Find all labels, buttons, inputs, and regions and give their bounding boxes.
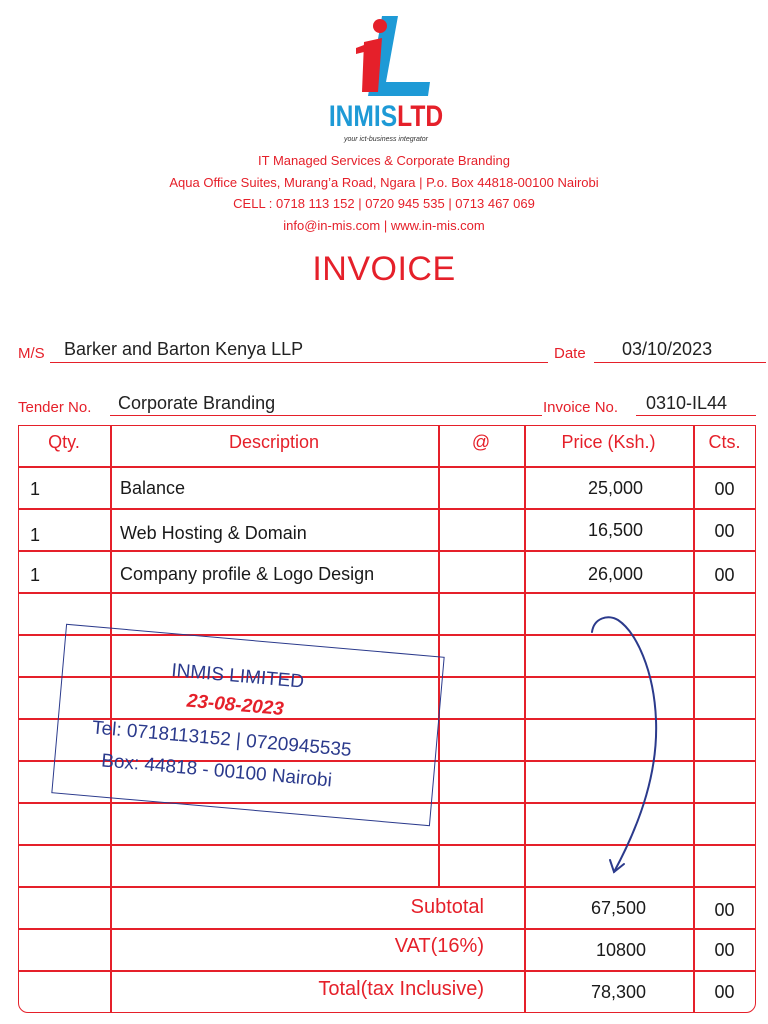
ms-underline <box>50 362 548 363</box>
row-qty: 1 <box>30 565 41 585</box>
row-cts: 00 <box>714 479 735 499</box>
company-logo <box>312 12 460 152</box>
company-stamp <box>51 624 444 826</box>
invoice-value: 0310-IL44 <box>646 393 728 413</box>
header-at: @ <box>471 432 491 452</box>
row-price: 26,000 <box>587 564 643 584</box>
total-value: 78,300 <box>590 982 646 1002</box>
il-logo-icon <box>342 12 432 102</box>
tender-label: Tender No. <box>18 399 92 416</box>
total-label: Total(tax Inclusive) <box>318 978 484 1000</box>
row-divider <box>18 886 756 888</box>
total-cts: 00 <box>714 982 735 1002</box>
row-divider <box>18 970 756 972</box>
header-cts: Cts. <box>708 432 741 452</box>
row-divider <box>18 550 756 552</box>
date-value: 03/10/2023 <box>622 339 713 359</box>
row-cts: 00 <box>714 521 735 541</box>
row-divider <box>18 592 756 594</box>
row-description: Company profile & Logo Design <box>120 564 375 584</box>
document-title: INVOICE <box>312 250 456 288</box>
company-services: IT Managed Services & Corporate Branding <box>258 153 510 168</box>
invoice-underline <box>636 415 756 416</box>
ms-value: Barker and Barton Kenya LLP <box>64 339 304 359</box>
row-description: Web Hosting & Domain <box>120 523 307 543</box>
company-phones: CELL : 0718 113 152 | 0720 945 535 | 0713 467 069 <box>233 196 535 211</box>
header-qty: Qty. <box>48 432 80 452</box>
subtotal-value: 67,500 <box>590 898 646 918</box>
subtotal-label: Subtotal <box>410 896 484 918</box>
row-price: 16,500 <box>587 520 643 540</box>
header-description: Description <box>228 432 320 452</box>
company-address: Aqua Office Suites, Murang’a Road, Ngara | P.o. Box 44818-00100 Nairobi <box>169 174 599 190</box>
row-price: 25,000 <box>587 478 643 498</box>
date-underline <box>594 362 766 363</box>
row-qty: 1 <box>30 479 41 499</box>
stamp-date: 23-08-2023 <box>185 690 285 721</box>
row-cts: 00 <box>714 565 735 585</box>
brand-part2: LTD <box>397 100 444 133</box>
subtotal-cts: 00 <box>714 900 735 920</box>
row-divider <box>18 508 756 510</box>
company-contacts: info@in-mis.com | www.in-mis.com <box>283 217 485 233</box>
date-label: Date <box>554 345 586 362</box>
tender-underline <box>110 415 542 416</box>
invoice-label: Invoice No. <box>543 399 619 416</box>
signature-icon <box>580 610 670 880</box>
row-divider <box>18 928 756 930</box>
header-price: Price (Ksh.) <box>561 432 656 452</box>
vat-value: 10800 <box>595 940 646 960</box>
company-info <box>0 150 768 236</box>
vat-cts: 00 <box>714 940 735 960</box>
stamp-box: Box: 44818 - 00100 Nairobi <box>100 750 333 792</box>
brand-tagline: your ict-business integrator <box>343 136 429 143</box>
brand-name <box>325 100 446 134</box>
stamp-tel: Tel: 0718113152 | 0720945535 <box>91 717 353 762</box>
vat-label: VAT(16%) <box>394 935 484 957</box>
row-divider <box>18 466 756 468</box>
row-description: Balance <box>120 478 186 498</box>
ms-label: M/S <box>18 345 45 362</box>
stamp-name: INMIS LIMITED <box>170 660 305 693</box>
tender-value: Corporate Branding <box>118 393 276 413</box>
row-qty: 1 <box>30 525 41 545</box>
brand-part1: INMIS <box>328 100 398 133</box>
